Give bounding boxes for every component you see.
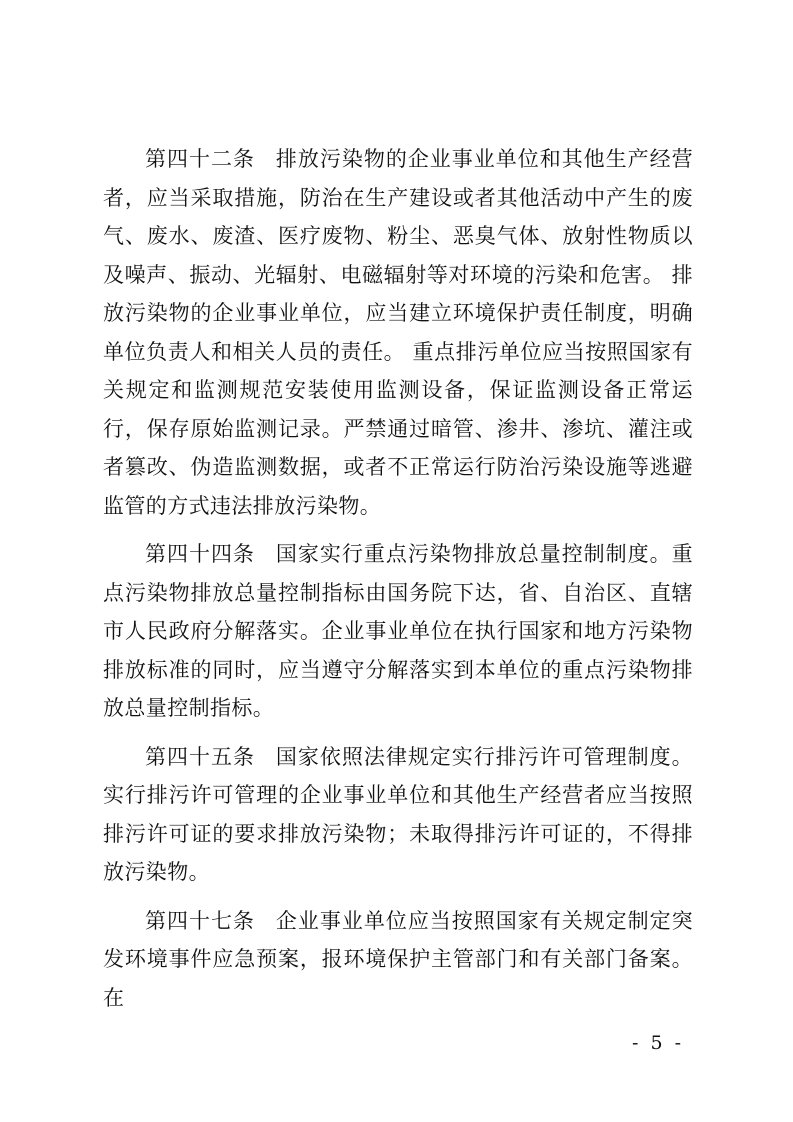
- article-number: 第四十五条: [145, 744, 255, 769]
- article-text: 企业事业单位应当按照国家有关规定制定突发环境事件应急预案，报环境保护主管部门和有关部门备案。在: [103, 908, 693, 1010]
- page-number: - 5 -: [632, 1032, 685, 1054]
- article-number: 第四十七条: [145, 908, 255, 933]
- article-42: [103, 140, 693, 525]
- article-number: 第四十二条: [145, 147, 255, 171]
- article-number: 第四十四条: [145, 542, 255, 566]
- article-text: 国家实行重点污染物排放总量控制制度。重点污染物排放总量控制指标由国务院下达，省、自治区、直辖市人民政府分解落实。企业事业单位在执行国家和地方污染物排放标准的同时，应当遵守分解落实到本单位的重点污染物排放总量控制指标。: [103, 542, 693, 720]
- body-text: [103, 140, 693, 1027]
- article-44: [103, 535, 693, 728]
- article-47: [103, 902, 693, 1018]
- article-text: 国家依照法律规定实行排污许可管理制度。实行排污许可管理的企业事业单位和其他生产经营者应当按照排污许可证的要求排放污染物；未取得排污许可证的，不得排放污染物。: [103, 744, 693, 884]
- article-text: 排放污染物的企业事业单位和其他生产经营者，应当采取措施，防治在生产建设或者其他活动中产生的废气、废水、废渣、医疗废物、粉尘、恶臭气体、放射性物质以及噪声、振动、光辐射、电磁辐射等对环境的污染和危害。 排放污染物的企业事业单位，应当建立环境保护责任制度，明确单位负责人和相关人员的责任。 重点排污单位应当按照国家有关规定和监测规范安装使用监测设备，保证监测设备正常运行，保存原始监测记录。严禁通过暗管、渗井、渗坑、灌注或者篡改、伪造监测数据，或者不正常运行防治污染设施等逃避监管的方式违法排放污染物。: [103, 147, 693, 518]
- article-45: [103, 738, 693, 892]
